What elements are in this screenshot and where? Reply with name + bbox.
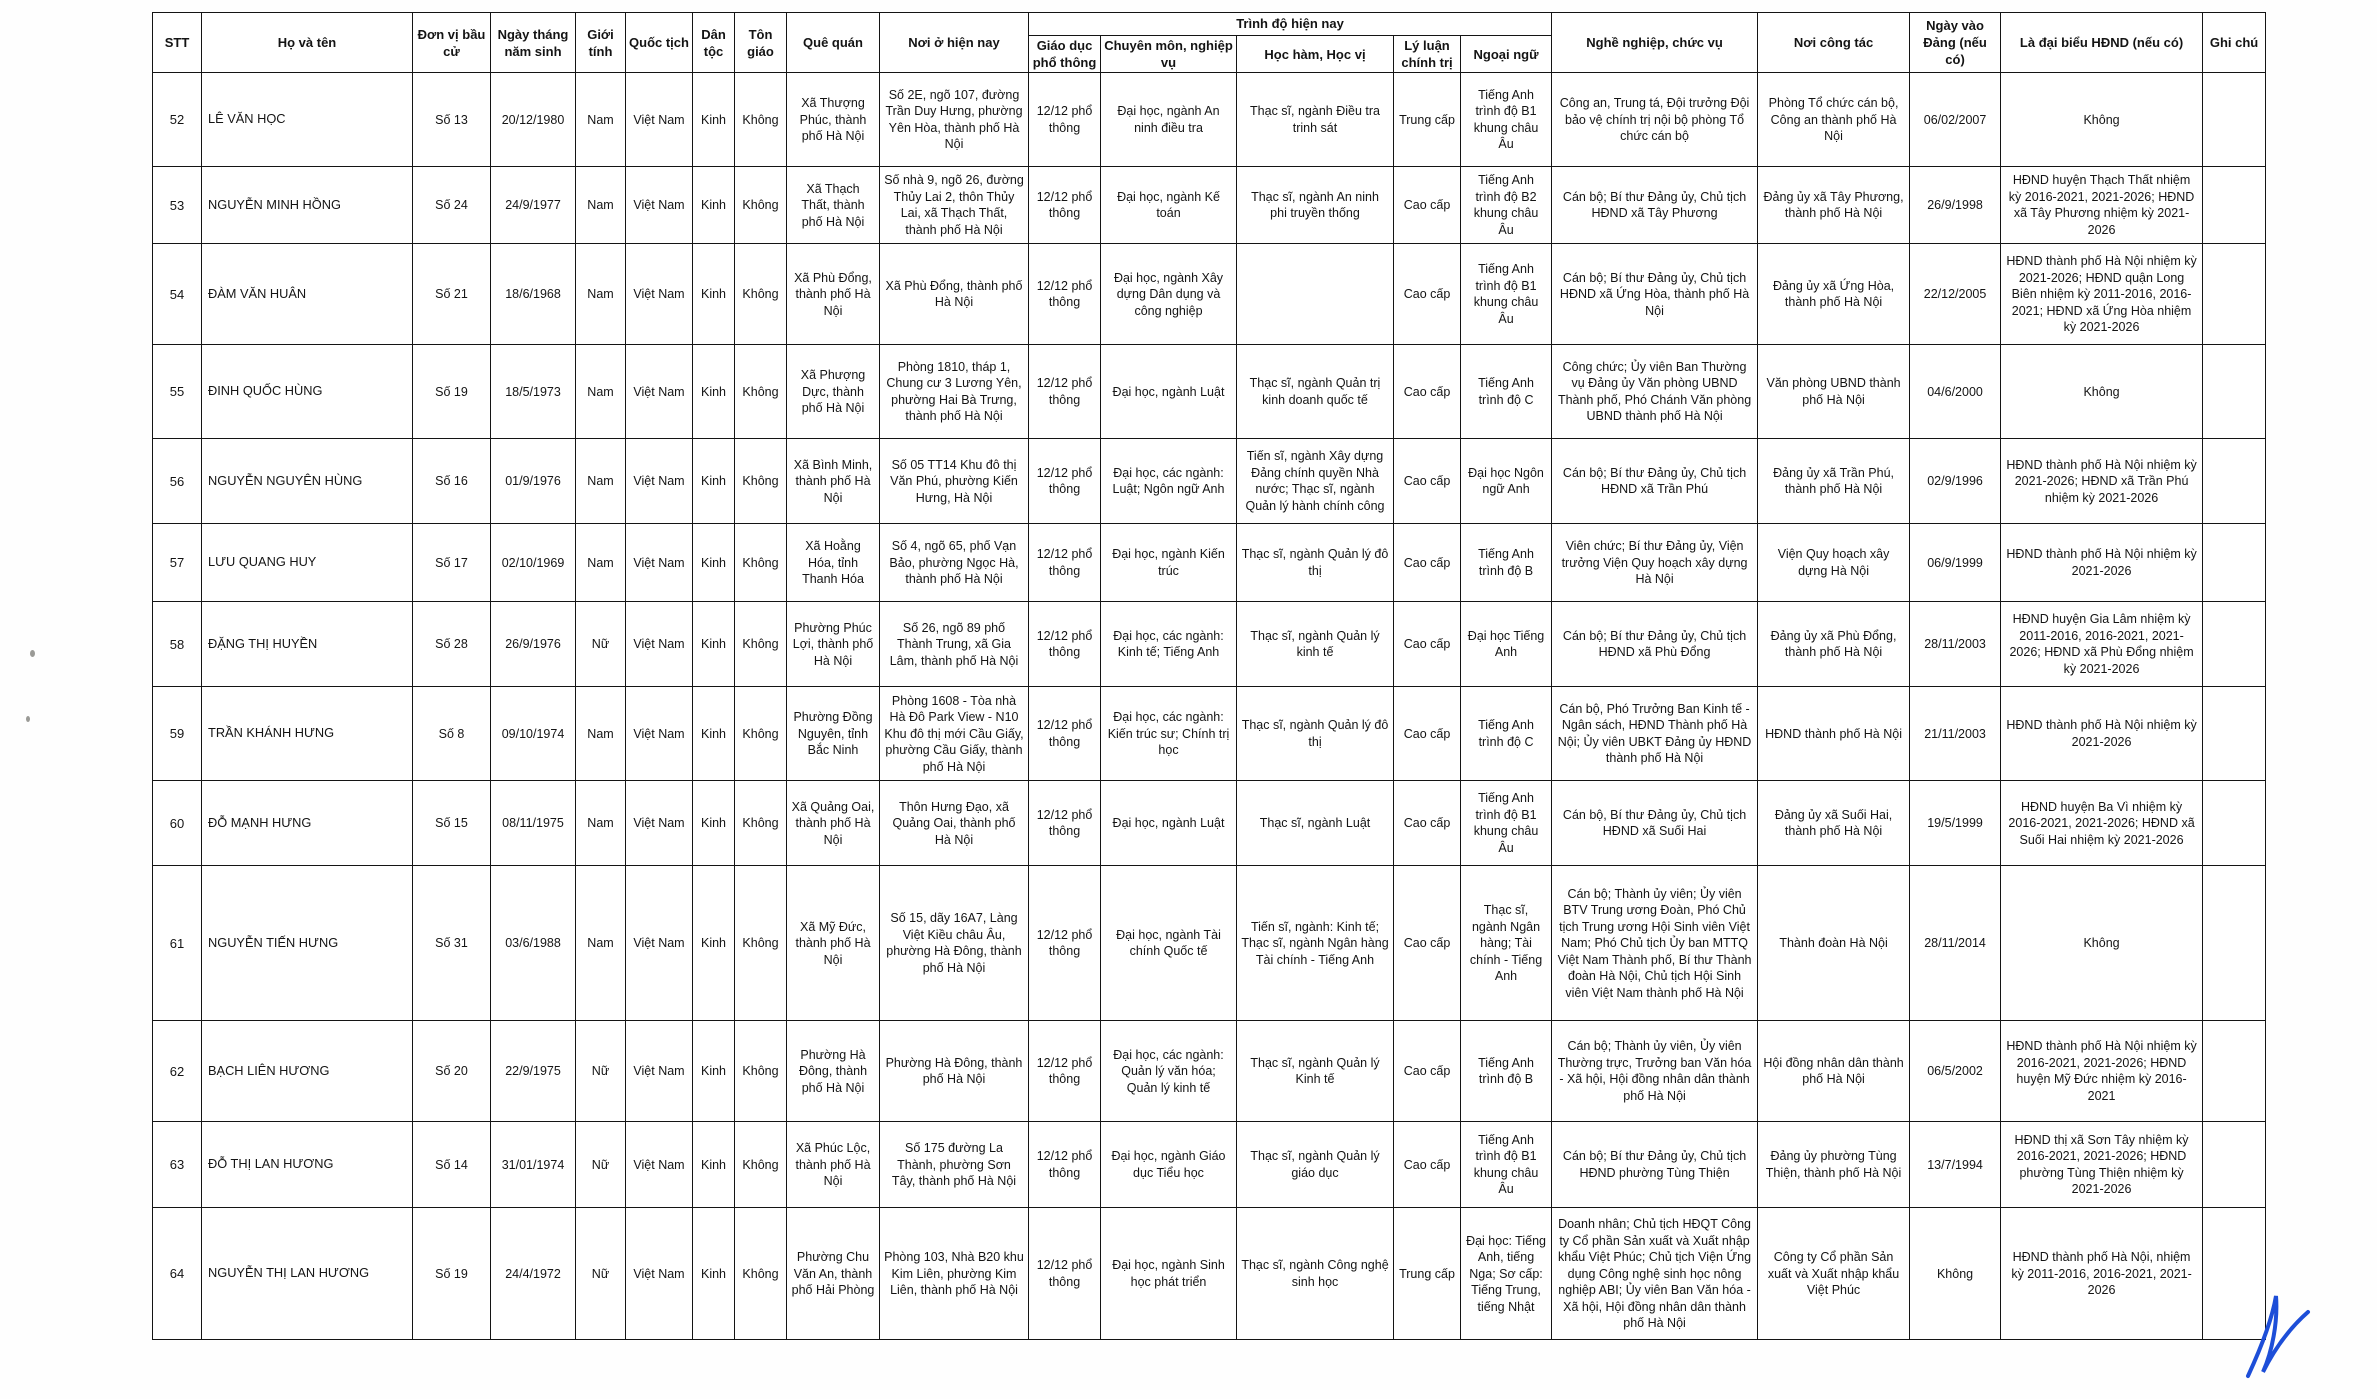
col-header-unit: Đơn vị bầu cử <box>413 13 491 73</box>
cell-occupation: Cán bộ; Thành ủy viên; Ủy viên BTV Trung ương Đoàn, Phó Chủ tịch Trung ương Hội Sinh viên Việt Nam; Phó Chủ tịch Ủy ban MTTQ Việt Nam Thành phố, Bí thư Thành đoàn Hà Nội, Chủ tịch Hội Sinh viên Việt Nam thành phố Hà Nội <box>1552 866 1758 1021</box>
cell-gender: Nam <box>576 687 626 781</box>
cell-workplace: Hội đồng nhân dân thành phố Hà Nội <box>1758 1021 1910 1122</box>
cell-council_member: HĐND huyện Gia Lâm nhiệm kỳ 2011-2016, 2016-2021, 2021-2026; HĐND xã Phù Đổng nhiệm kỳ 2021-2026 <box>2001 602 2203 687</box>
cell-education: 12/12 phổ thông <box>1029 345 1101 439</box>
cell-occupation: Công chức; Ủy viên Ban Thường vụ Đảng ủy Văn phòng UBND Thành phố, Phó Chánh Văn phòng UBND thành phố Hà Nội <box>1552 345 1758 439</box>
cell-nationality: Việt Nam <box>626 602 693 687</box>
cell-occupation: Viên chức; Bí thư Đảng ủy, Viện trưởng Viện Quy hoạch xây dựng Hà Nội <box>1552 524 1758 602</box>
cell-name: NGUYỄN MINH HỒNG <box>202 167 413 244</box>
cell-note <box>2203 439 2266 524</box>
cell-unit: Số 15 <box>413 781 491 866</box>
cell-stt: 63 <box>153 1122 202 1208</box>
col-header-gender: Giới tính <box>576 13 626 73</box>
cell-language: Đại học Ngôn ngữ Anh <box>1461 439 1552 524</box>
cell-dob: 24/9/1977 <box>491 167 576 244</box>
col-group-trinh-do-hien-nay: Trình độ hiện nay <box>1029 13 1552 36</box>
cell-party_date: 04/6/2000 <box>1910 345 2001 439</box>
col-header-hometown: Quê quán <box>787 13 880 73</box>
col-header-dob: Ngày tháng năm sinh <box>491 13 576 73</box>
cell-hometown: Phường Chu Văn An, thành phố Hải Phòng <box>787 1208 880 1340</box>
cell-occupation: Cán bộ; Bí thư Đảng ủy, Chủ tịch HĐND xã Trần Phú <box>1552 439 1758 524</box>
cell-occupation: Cán bộ, Phó Trưởng Ban Kinh tế - Ngân sách, HĐND Thành phố Hà Nội; Ủy viên UBKT Đảng ủy HĐND thành phố Hà Nội <box>1552 687 1758 781</box>
cell-name: NGUYỄN THỊ LAN HƯƠNG <box>202 1208 413 1340</box>
cell-nationality: Việt Nam <box>626 1208 693 1340</box>
cell-unit: Số 8 <box>413 687 491 781</box>
cell-note <box>2203 345 2266 439</box>
cell-language: Đại học: Tiếng Anh, tiếng Nga; Sơ cấp: Tiếng Trung, tiếng Nhật <box>1461 1208 1552 1340</box>
cell-occupation: Cán bộ; Bí thư Đảng ủy, Chủ tịch HĐND xã Phù Đổng <box>1552 602 1758 687</box>
cell-hometown: Phường Đồng Nguyên, tỉnh Bắc Ninh <box>787 687 880 781</box>
cell-ethnicity: Kinh <box>693 73 735 167</box>
cell-education: 12/12 phổ thông <box>1029 524 1101 602</box>
cell-unit: Số 21 <box>413 244 491 345</box>
cell-note <box>2203 781 2266 866</box>
cell-ethnicity: Kinh <box>693 345 735 439</box>
scan-speck <box>30 650 35 657</box>
cell-language: Tiếng Anh trình độ C <box>1461 345 1552 439</box>
delegate-roster-table <box>152 12 2266 1340</box>
cell-religion: Không <box>735 244 787 345</box>
cell-politics: Cao cấp <box>1394 866 1461 1021</box>
cell-language: Tiếng Anh trình độ B1 khung châu Âu <box>1461 244 1552 345</box>
cell-ethnicity: Kinh <box>693 1208 735 1340</box>
cell-education: 12/12 phổ thông <box>1029 866 1101 1021</box>
cell-politics: Cao cấp <box>1394 244 1461 345</box>
cell-nationality: Việt Nam <box>626 439 693 524</box>
col-header-religion: Tôn giáo <box>735 13 787 73</box>
cell-party_date: 02/9/1996 <box>1910 439 2001 524</box>
cell-dob: 31/01/1974 <box>491 1122 576 1208</box>
cell-gender: Nam <box>576 345 626 439</box>
cell-ethnicity: Kinh <box>693 1021 735 1122</box>
cell-dob: 08/11/1975 <box>491 781 576 866</box>
cell-professional: Đại học, các ngành: Kiến trúc sư; Chính trị học <box>1101 687 1237 781</box>
cell-gender: Nữ <box>576 1208 626 1340</box>
cell-dob: 26/9/1976 <box>491 602 576 687</box>
col-header-party_date: Ngày vào Đảng (nếu có) <box>1910 13 2001 73</box>
cell-party_date: 28/11/2003 <box>1910 602 2001 687</box>
cell-education: 12/12 phổ thông <box>1029 167 1101 244</box>
cell-council_member: HĐND huyện Ba Vì nhiệm kỳ 2016-2021, 2021-2026; HĐND xã Suối Hai nhiệm kỳ 2021-2026 <box>2001 781 2203 866</box>
cell-gender: Nữ <box>576 602 626 687</box>
table-row <box>153 439 2266 524</box>
cell-council_member: Không <box>2001 866 2203 1021</box>
table-row <box>153 524 2266 602</box>
cell-education: 12/12 phổ thông <box>1029 439 1101 524</box>
cell-religion: Không <box>735 167 787 244</box>
cell-professional: Đại học, các ngành: Quản lý văn hóa; Quản lý kinh tế <box>1101 1021 1237 1122</box>
cell-stt: 61 <box>153 866 202 1021</box>
cell-council_member: HĐND thành phố Hà Nội nhiệm kỳ 2016-2021, 2021-2026; HĐND huyện Mỹ Đức nhiệm kỳ 2016-2021 <box>2001 1021 2203 1122</box>
cell-education: 12/12 phổ thông <box>1029 781 1101 866</box>
cell-politics: Cao cấp <box>1394 439 1461 524</box>
cell-religion: Không <box>735 687 787 781</box>
cell-gender: Nữ <box>576 1021 626 1122</box>
cell-language: Tiếng Anh trình độ B2 khung châu Âu <box>1461 167 1552 244</box>
cell-professional: Đại học, ngành Kiến trúc <box>1101 524 1237 602</box>
cell-stt: 58 <box>153 602 202 687</box>
cell-politics: Cao cấp <box>1394 781 1461 866</box>
cell-gender: Nữ <box>576 1122 626 1208</box>
cell-gender: Nam <box>576 73 626 167</box>
col-header-education: Giáo dục phổ thông <box>1029 36 1101 73</box>
cell-name: LƯU QUANG HUY <box>202 524 413 602</box>
cell-note <box>2203 244 2266 345</box>
cell-hometown: Xã Phúc Lộc, thành phố Hà Nội <box>787 1122 880 1208</box>
cell-professional: Đại học, các ngành: Luật; Ngôn ngữ Anh <box>1101 439 1237 524</box>
cell-professional: Đại học, ngành Tài chính Quốc tế <box>1101 866 1237 1021</box>
cell-residence: Số 05 TT14 Khu đô thị Văn Phú, phường Kiến Hưng, Hà Nội <box>880 439 1029 524</box>
cell-gender: Nam <box>576 167 626 244</box>
cell-degree: Thạc sĩ, ngành Quản lý giáo dục <box>1237 1122 1394 1208</box>
cell-hometown: Phường Hà Đông, thành phố Hà Nội <box>787 1021 880 1122</box>
table-row <box>153 602 2266 687</box>
cell-dob: 22/9/1975 <box>491 1021 576 1122</box>
cell-professional: Đại học, ngành Luật <box>1101 781 1237 866</box>
cell-council_member: HĐND thành phố Hà Nội nhiệm kỳ 2021-2026 <box>2001 687 2203 781</box>
cell-hometown: Xã Quảng Oai, thành phố Hà Nội <box>787 781 880 866</box>
table-row <box>153 687 2266 781</box>
col-header-council_member: Là đại biểu HĐND (nếu có) <box>2001 13 2203 73</box>
cell-name: LÊ VĂN HỌC <box>202 73 413 167</box>
cell-party_date: 06/9/1999 <box>1910 524 2001 602</box>
cell-nationality: Việt Nam <box>626 1021 693 1122</box>
cell-unit: Số 17 <box>413 524 491 602</box>
cell-council_member: HĐND huyện Thạch Thất nhiệm kỳ 2016-2021, 2021-2026; HĐND xã Tây Phương nhiệm kỳ 2021-2026 <box>2001 167 2203 244</box>
cell-ethnicity: Kinh <box>693 866 735 1021</box>
cell-stt: 60 <box>153 781 202 866</box>
table-row <box>153 73 2266 167</box>
col-header-stt: STT <box>153 13 202 73</box>
cell-note <box>2203 1021 2266 1122</box>
cell-language: Thạc sĩ, ngành Ngân hàng; Tài chính - Tiếng Anh <box>1461 866 1552 1021</box>
col-header-ethnicity: Dân tộc <box>693 13 735 73</box>
cell-unit: Số 19 <box>413 1208 491 1340</box>
cell-dob: 18/6/1968 <box>491 244 576 345</box>
cell-workplace: Đảng ủy xã Suối Hai, thành phố Hà Nội <box>1758 781 1910 866</box>
table-row <box>153 1021 2266 1122</box>
cell-language: Tiếng Anh trình độ B1 khung châu Âu <box>1461 1122 1552 1208</box>
cell-education: 12/12 phổ thông <box>1029 687 1101 781</box>
cell-education: 12/12 phổ thông <box>1029 1122 1101 1208</box>
cell-professional: Đại học, ngành Sinh học phát triển <box>1101 1208 1237 1340</box>
cell-education: 12/12 phổ thông <box>1029 73 1101 167</box>
cell-nationality: Việt Nam <box>626 781 693 866</box>
table-header <box>153 13 2266 73</box>
cell-workplace: Đảng ủy xã Trần Phú, thành phố Hà Nội <box>1758 439 1910 524</box>
cell-professional: Đại học, các ngành: Kinh tế; Tiếng Anh <box>1101 602 1237 687</box>
cell-note <box>2203 1122 2266 1208</box>
cell-workplace: HĐND thành phố Hà Nội <box>1758 687 1910 781</box>
cell-education: 12/12 phổ thông <box>1029 1021 1101 1122</box>
cell-politics: Cao cấp <box>1394 524 1461 602</box>
cell-stt: 53 <box>153 167 202 244</box>
cell-religion: Không <box>735 439 787 524</box>
cell-occupation: Công an, Trung tá, Đội trưởng Đội bảo vệ chính trị nội bộ phòng Tổ chức cán bộ <box>1552 73 1758 167</box>
cell-education: 12/12 phổ thông <box>1029 244 1101 345</box>
cell-occupation: Cán bộ; Thành ủy viên, Ủy viên Thường trực, Trưởng ban Văn hóa - Xã hội, Hội đồng nhân dân thành phố Hà Nội <box>1552 1021 1758 1122</box>
cell-nationality: Việt Nam <box>626 345 693 439</box>
cell-unit: Số 19 <box>413 345 491 439</box>
cell-workplace: Đảng ủy xã Phù Đổng, thành phố Hà Nội <box>1758 602 1910 687</box>
cell-council_member: Không <box>2001 345 2203 439</box>
cell-degree: Thạc sĩ, ngành Quản lý đô thị <box>1237 687 1394 781</box>
cell-name: ĐÀM VĂN HUÂN <box>202 244 413 345</box>
table-row <box>153 345 2266 439</box>
cell-ethnicity: Kinh <box>693 244 735 345</box>
cell-nationality: Việt Nam <box>626 244 693 345</box>
cell-degree: Tiến sĩ, ngành: Kinh tế; Thạc sĩ, ngành Ngân hàng Tài chính - Tiếng Anh <box>1237 866 1394 1021</box>
cell-ethnicity: Kinh <box>693 781 735 866</box>
cell-hometown: Xã Phù Đổng, thành phố Hà Nội <box>787 244 880 345</box>
cell-nationality: Việt Nam <box>626 1122 693 1208</box>
cell-note <box>2203 524 2266 602</box>
cell-party_date: 19/5/1999 <box>1910 781 2001 866</box>
cell-occupation: Cán bộ; Bí thư Đảng ủy, Chủ tịch HĐND phường Tùng Thiện <box>1552 1122 1758 1208</box>
table-body <box>153 73 2266 1340</box>
cell-workplace: Đảng ủy xã Tây Phương, thành phố Hà Nội <box>1758 167 1910 244</box>
cell-politics: Cao cấp <box>1394 345 1461 439</box>
cell-residence: Số 26, ngõ 89 phố Thành Trung, xã Gia Lâm, thành phố Hà Nội <box>880 602 1029 687</box>
cell-residence: Phường Hà Đông, thành phố Hà Nội <box>880 1021 1029 1122</box>
cell-workplace: Đảng ủy phường Tùng Thiện, thành phố Hà Nội <box>1758 1122 1910 1208</box>
cell-residence: Phòng 1608 - Tòa nhà Hà Đô Park View - N10 Khu đô thị mới Cầu Giấy, phường Cầu Giấy, thành phố Hà Nội <box>880 687 1029 781</box>
cell-residence: Phòng 103, Nhà B20 khu Kim Liên, phường Kim Liên, thành phố Hà Nội <box>880 1208 1029 1340</box>
cell-nationality: Việt Nam <box>626 167 693 244</box>
cell-note <box>2203 866 2266 1021</box>
cell-unit: Số 31 <box>413 866 491 1021</box>
cell-workplace: Văn phòng UBND thành phố Hà Nội <box>1758 345 1910 439</box>
cell-dob: 20/12/1980 <box>491 73 576 167</box>
cell-occupation: Doanh nhân; Chủ tịch HĐQT Công ty Cổ phần Sản xuất và Xuất nhập khẩu Việt Phúc; Chủ tịch Viện Ứng dụng Công nghệ sinh học nông nghiệp ABI; Ủy viên Ban Văn hóa - Xã hội, Hội đồng nhân dân thành phố Hà Nội <box>1552 1208 1758 1340</box>
cell-dob: 09/10/1974 <box>491 687 576 781</box>
cell-name: ĐỖ THỊ LAN HƯƠNG <box>202 1122 413 1208</box>
cell-workplace: Công ty Cổ phần Sản xuất và Xuất nhập khẩu Việt Phúc <box>1758 1208 1910 1340</box>
cell-professional: Đại học, ngành Xây dựng Dân dụng và công nghiệp <box>1101 244 1237 345</box>
cell-workplace: Đảng ủy xã Ứng Hòa, thành phố Hà Nội <box>1758 244 1910 345</box>
cell-name: TRẦN KHÁNH HƯNG <box>202 687 413 781</box>
cell-residence: Số 15, dãy 16A7, Làng Việt Kiều châu Âu, phường Hà Đông, thành phố Hà Nội <box>880 866 1029 1021</box>
cell-politics: Cao cấp <box>1394 1122 1461 1208</box>
cell-party_date: Không <box>1910 1208 2001 1340</box>
cell-stt: 57 <box>153 524 202 602</box>
cell-religion: Không <box>735 73 787 167</box>
cell-hometown: Xã Thạch Thất, thành phố Hà Nội <box>787 167 880 244</box>
table-row <box>153 1122 2266 1208</box>
cell-workplace: Viện Quy hoạch xây dựng Hà Nội <box>1758 524 1910 602</box>
cell-religion: Không <box>735 345 787 439</box>
cell-note <box>2203 602 2266 687</box>
cell-council_member: HĐND thị xã Sơn Tây nhiệm kỳ 2016-2021, 2021-2026; HĐND phường Tùng Thiện nhiệm kỳ 2021-2026 <box>2001 1122 2203 1208</box>
cell-residence: Thôn Hưng Đạo, xã Quảng Oai, thành phố Hà Nội <box>880 781 1029 866</box>
cell-degree: Tiến sĩ, ngành Xây dựng Đảng chính quyền Nhà nước; Thạc sĩ, ngành Quản lý hành chính công <box>1237 439 1394 524</box>
col-header-politics: Lý luận chính trị <box>1394 36 1461 73</box>
cell-degree <box>1237 244 1394 345</box>
cell-religion: Không <box>735 781 787 866</box>
cell-language: Đại học Tiếng Anh <box>1461 602 1552 687</box>
cell-stt: 54 <box>153 244 202 345</box>
cell-religion: Không <box>735 1122 787 1208</box>
cell-politics: Trung cấp <box>1394 73 1461 167</box>
cell-religion: Không <box>735 524 787 602</box>
cell-council_member: HĐND thành phố Hà Nội nhiệm kỳ 2021-2026 <box>2001 524 2203 602</box>
cell-unit: Số 14 <box>413 1122 491 1208</box>
cell-unit: Số 24 <box>413 167 491 244</box>
cell-workplace: Phòng Tổ chức cán bộ, Công an thành phố Hà Nội <box>1758 73 1910 167</box>
cell-stt: 55 <box>153 345 202 439</box>
cell-politics: Cao cấp <box>1394 1021 1461 1122</box>
cell-party_date: 28/11/2014 <box>1910 866 2001 1021</box>
cell-unit: Số 13 <box>413 73 491 167</box>
table-row <box>153 866 2266 1021</box>
cell-hometown: Xã Thượng Phúc, thành phố Hà Nội <box>787 73 880 167</box>
cell-gender: Nam <box>576 781 626 866</box>
cell-name: ĐINH QUỐC HÙNG <box>202 345 413 439</box>
cell-dob: 18/5/1973 <box>491 345 576 439</box>
cell-religion: Không <box>735 602 787 687</box>
cell-stt: 52 <box>153 73 202 167</box>
cell-ethnicity: Kinh <box>693 167 735 244</box>
cell-ethnicity: Kinh <box>693 1122 735 1208</box>
cell-party_date: 22/12/2005 <box>1910 244 2001 345</box>
cell-degree: Thạc sĩ, ngành Quản trị kinh doanh quốc tế <box>1237 345 1394 439</box>
cell-name: ĐỖ MẠNH HƯNG <box>202 781 413 866</box>
cell-name: NGUYỄN TIẾN HƯNG <box>202 866 413 1021</box>
cell-note <box>2203 687 2266 781</box>
cell-council_member: HĐND thành phố Hà Nội, nhiệm kỳ 2011-2016, 2016-2021, 2021-2026 <box>2001 1208 2203 1340</box>
cell-occupation: Cán bộ, Bí thư Đảng ủy, Chủ tịch HĐND xã Suối Hai <box>1552 781 1758 866</box>
cell-residence: Số 4, ngõ 65, phố Vạn Bảo, phường Ngọc Hà, thành phố Hà Nội <box>880 524 1029 602</box>
cell-politics: Trung cấp <box>1394 1208 1461 1340</box>
cell-language: Tiếng Anh trình độ B <box>1461 1021 1552 1122</box>
cell-dob: 01/9/1976 <box>491 439 576 524</box>
cell-note <box>2203 167 2266 244</box>
cell-residence: Số 2E, ngõ 107, đường Trần Duy Hưng, phường Yên Hòa, thành phố Hà Nội <box>880 73 1029 167</box>
cell-nationality: Việt Nam <box>626 866 693 1021</box>
cell-party_date: 21/11/2003 <box>1910 687 2001 781</box>
table-row <box>153 781 2266 866</box>
cell-ethnicity: Kinh <box>693 687 735 781</box>
cell-name: ĐẶNG THỊ HUYỀN <box>202 602 413 687</box>
cell-council_member: Không <box>2001 73 2203 167</box>
cell-degree: Thạc sĩ, ngành Công nghệ sinh học <box>1237 1208 1394 1340</box>
col-header-language: Ngoại ngữ <box>1461 36 1552 73</box>
cell-party_date: 13/7/1994 <box>1910 1122 2001 1208</box>
cell-gender: Nam <box>576 524 626 602</box>
cell-degree: Thạc sĩ, ngành Luật <box>1237 781 1394 866</box>
cell-language: Tiếng Anh trình độ C <box>1461 687 1552 781</box>
handwritten-signature-mark-icon <box>2238 1288 2316 1384</box>
cell-hometown: Phường Phúc Lợi, thành phố Hà Nội <box>787 602 880 687</box>
cell-religion: Không <box>735 1021 787 1122</box>
cell-degree: Thạc sĩ, ngành Quản lý Kinh tế <box>1237 1021 1394 1122</box>
cell-hometown: Xã Hoằng Hóa, tỉnh Thanh Hóa <box>787 524 880 602</box>
cell-professional: Đại học, ngành Giáo dục Tiểu học <box>1101 1122 1237 1208</box>
cell-stt: 59 <box>153 687 202 781</box>
cell-gender: Nam <box>576 866 626 1021</box>
table-row <box>153 167 2266 244</box>
cell-degree: Thạc sĩ, ngành Điều tra trinh sát <box>1237 73 1394 167</box>
cell-unit: Số 28 <box>413 602 491 687</box>
cell-stt: 56 <box>153 439 202 524</box>
cell-residence: Số nhà 9, ngõ 26, đường Thủy Lai 2, thôn Thủy Lai, xã Thạch Thất, thành phố Hà Nội <box>880 167 1029 244</box>
cell-religion: Không <box>735 1208 787 1340</box>
cell-education: 12/12 phổ thông <box>1029 602 1101 687</box>
cell-degree: Thạc sĩ, ngành An ninh phi truyền thống <box>1237 167 1394 244</box>
cell-hometown: Xã Phượng Dực, thành phố Hà Nội <box>787 345 880 439</box>
cell-language: Tiếng Anh trình độ B1 khung châu Âu <box>1461 73 1552 167</box>
cell-gender: Nam <box>576 244 626 345</box>
cell-name: NGUYỄN NGUYÊN HÙNG <box>202 439 413 524</box>
cell-language: Tiếng Anh trình độ B1 khung châu Âu <box>1461 781 1552 866</box>
cell-party_date: 06/02/2007 <box>1910 73 2001 167</box>
cell-occupation: Cán bộ; Bí thư Đảng ủy, Chủ tịch HĐND xã Ứng Hòa, thành phố Hà Nội <box>1552 244 1758 345</box>
cell-unit: Số 16 <box>413 439 491 524</box>
cell-ethnicity: Kinh <box>693 439 735 524</box>
cell-party_date: 06/5/2002 <box>1910 1021 2001 1122</box>
cell-dob: 03/6/1988 <box>491 866 576 1021</box>
col-header-residence: Nơi ở hiện nay <box>880 13 1029 73</box>
cell-language: Tiếng Anh trình độ B <box>1461 524 1552 602</box>
cell-residence: Xã Phù Đổng, thành phố Hà Nội <box>880 244 1029 345</box>
cell-dob: 02/10/1969 <box>491 524 576 602</box>
cell-politics: Cao cấp <box>1394 167 1461 244</box>
scan-speck <box>26 716 30 722</box>
cell-religion: Không <box>735 866 787 1021</box>
cell-degree: Thạc sĩ, ngành Quản lý đô thị <box>1237 524 1394 602</box>
cell-professional: Đại học, ngành Luật <box>1101 345 1237 439</box>
cell-ethnicity: Kinh <box>693 602 735 687</box>
cell-stt: 62 <box>153 1021 202 1122</box>
cell-hometown: Xã Mỹ Đức, thành phố Hà Nội <box>787 866 880 1021</box>
cell-party_date: 26/9/1998 <box>1910 167 2001 244</box>
cell-degree: Thạc sĩ, ngành Quản lý kinh tế <box>1237 602 1394 687</box>
cell-ethnicity: Kinh <box>693 524 735 602</box>
cell-politics: Cao cấp <box>1394 602 1461 687</box>
cell-occupation: Cán bộ; Bí thư Đảng ủy, Chủ tịch HĐND xã Tây Phương <box>1552 167 1758 244</box>
cell-name: BẠCH LIÊN HƯƠNG <box>202 1021 413 1122</box>
cell-dob: 24/4/1972 <box>491 1208 576 1340</box>
cell-gender: Nam <box>576 439 626 524</box>
cell-professional: Đại học, ngành Kế toán <box>1101 167 1237 244</box>
col-header-nationality: Quốc tịch <box>626 13 693 73</box>
cell-stt: 64 <box>153 1208 202 1340</box>
cell-education: 12/12 phổ thông <box>1029 1208 1101 1340</box>
cell-nationality: Việt Nam <box>626 687 693 781</box>
cell-nationality: Việt Nam <box>626 73 693 167</box>
table-row <box>153 244 2266 345</box>
cell-unit: Số 20 <box>413 1021 491 1122</box>
cell-politics: Cao cấp <box>1394 687 1461 781</box>
cell-council_member: HĐND thành phố Hà Nội nhiệm kỳ 2021-2026; HĐND quận Long Biên nhiệm kỳ 2011-2016, 2016-2021; HĐND xã Ứng Hòa nhiệm kỳ 2021-2026 <box>2001 244 2203 345</box>
cell-nationality: Việt Nam <box>626 524 693 602</box>
cell-residence: Số 175 đường La Thành, phường Sơn Tây, thành phố Hà Nội <box>880 1122 1029 1208</box>
cell-professional: Đại học, ngành An ninh điều tra <box>1101 73 1237 167</box>
table-row <box>153 1208 2266 1340</box>
cell-workplace: Thành đoàn Hà Nội <box>1758 866 1910 1021</box>
col-header-name: Họ và tên <box>202 13 413 73</box>
col-header-workplace: Nơi công tác <box>1758 13 1910 73</box>
col-header-note: Ghi chú <box>2203 13 2266 73</box>
col-header-occupation: Nghề nghiệp, chức vụ <box>1552 13 1758 73</box>
cell-note <box>2203 73 2266 167</box>
col-header-degree: Học hàm, Học vị <box>1237 36 1394 73</box>
cell-residence: Phòng 1810, tháp 1, Chung cư 3 Lương Yên, phường Hai Bà Trưng, thành phố Hà Nội <box>880 345 1029 439</box>
col-header-professional: Chuyên môn, nghiệp vụ <box>1101 36 1237 73</box>
cell-council_member: HĐND thành phố Hà Nội nhiệm kỳ 2021-2026; HĐND xã Trần Phú nhiệm kỳ 2021-2026 <box>2001 439 2203 524</box>
cell-hometown: Xã Bình Minh, thành phố Hà Nội <box>787 439 880 524</box>
